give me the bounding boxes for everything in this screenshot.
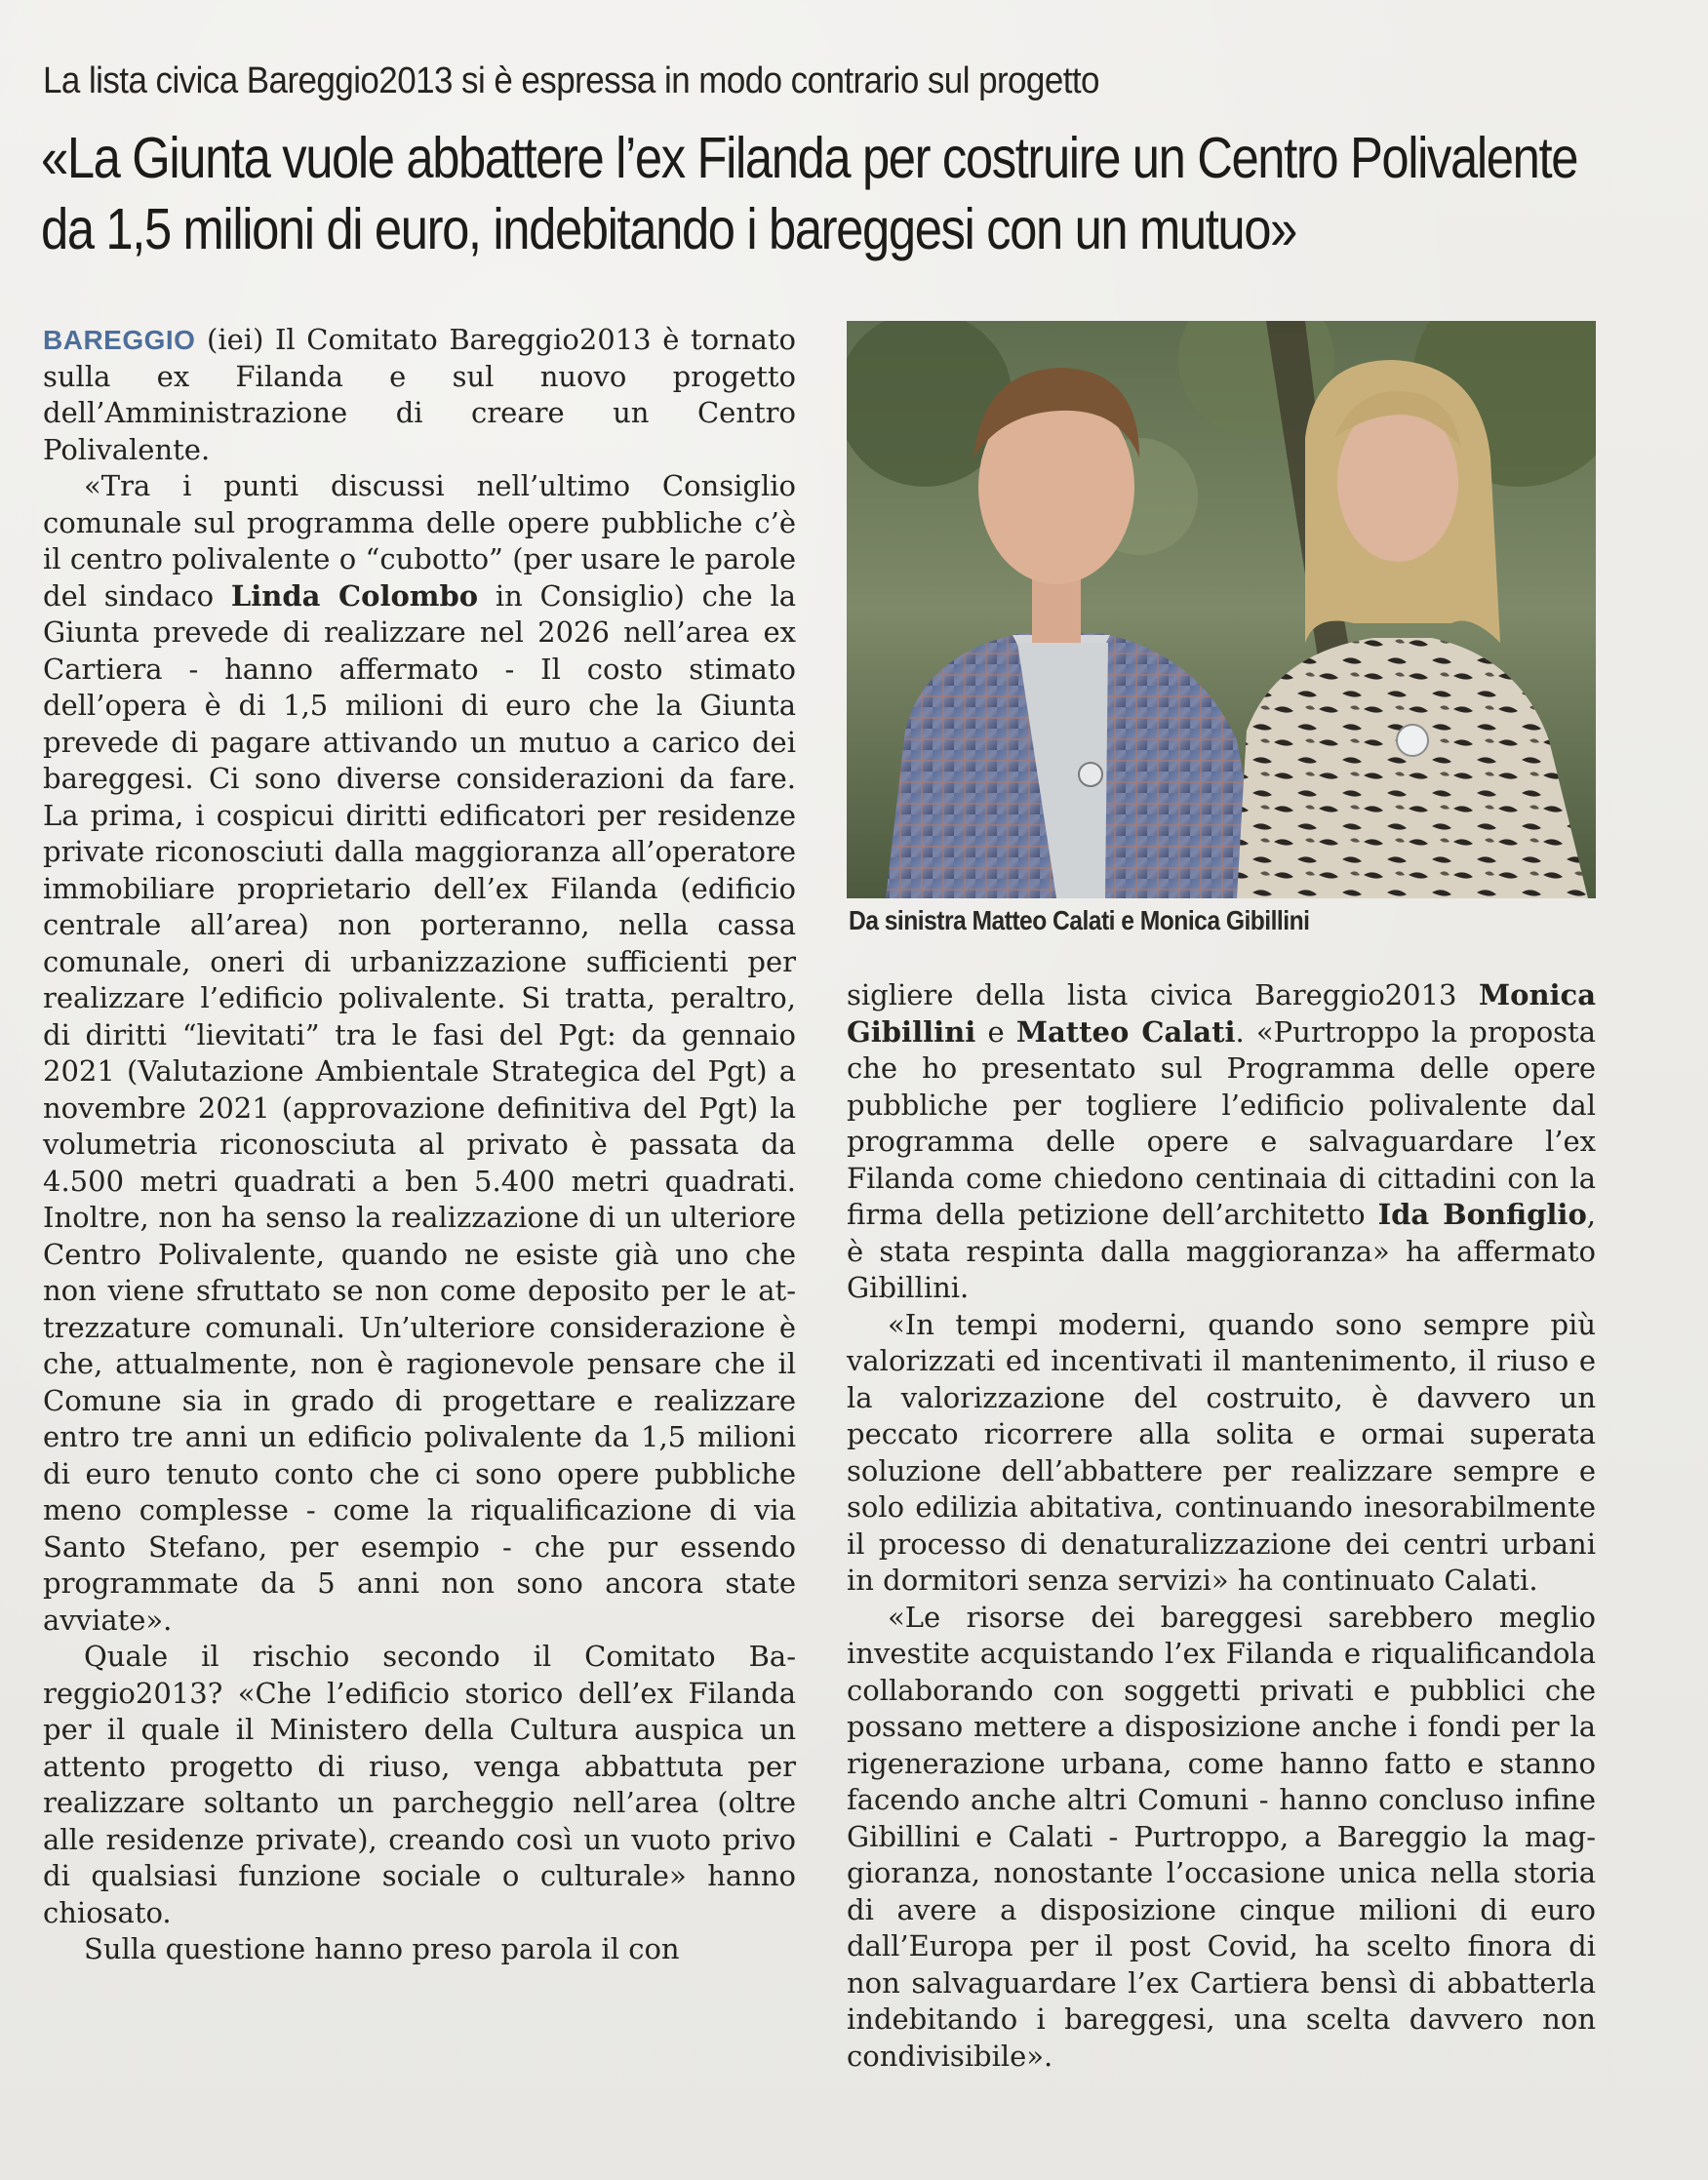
kicker-line: La lista civica Bareggio2013 si è espressa in modo contrario sul progetto: [43, 60, 1099, 101]
person-name: Linda Colombo: [230, 578, 479, 613]
person-name: Monica Gibillini: [847, 978, 1596, 1049]
byline-initials: (iei): [207, 323, 264, 356]
article-column-right: [847, 977, 1596, 2075]
article-paragraph-1: [43, 322, 796, 468]
paragraph-text: «Tra i punti discussi nell’ultimo Consiglio comunale sul programma delle opere pubbliche c’è il centro polivalente o “cubotto” (per usare le parole del sindaco: [43, 469, 796, 613]
place-label: BAREGGIO: [43, 325, 196, 355]
article-photo: [847, 321, 1596, 898]
paragraph-text: , è stata respinta dalla maggioranza» ha affermato Gibillini.: [847, 1198, 1597, 1304]
article-paragraph-3: Quale il rischio secondo il Comitato Bareggio2013? «Che l’edificio storico dell’ex Filanda per il quale il Ministero della Cultura auspica un attento progetto di riuso, venga abbattuta per realizzare soltanto un parcheggio nell’area (oltre alle residenze private), creando così un vuoto privo di qualsiasi funzione sociale o culturale» hanno chiosato.: [43, 1640, 796, 1929]
headline-line-1: «La Giunta vuole abbattere l’ex Filanda per costruire un Centro Polivalente: [41, 126, 1578, 190]
paragraph-text: . «Purtroppo la proposta che ho presentato sul Programma delle opere pubbliche per togliere l’edificio polivalente dal programma delle opere e salvaguardare l’ex Filanda come chiedono centinaia di cittadini con la firma della petizione dell’architetto: [847, 1014, 1597, 1231]
paragraph-text: in Consiglio) che la Giunta prevede di realizzare nel 2026 nell’area ex Cartiera - hanno affermato - Il costo stimato dell’opera è di 1,5 milioni di euro che la Giunta prevede di pagare attivando un mutuo a carico dei bareggesi. Ci sono diverse considerazioni da fare. La prima, i cospicui diritti edificatori per residenze private riconosciuti dalla maggioranza all’operatore immobiliare proprietario dell’ex Filanda (edificio centrale all’area) non porteranno, nella cassa comunale, oneri di urbanizzazione sufficienti per realizzare l’edificio polivalente. Si tratta, peraltro, di diritti “lievitati” tra le fasi del Pgt: da gennaio 2021 (Valutazione Ambientale Strategica del Pgt) a novembre 2021 (approvazione definitiva del Pgt) la volumetria riconosciuta al privato è passata da 4.500 metri quadrati a ben 5.400 metri quadrati. Inoltre, non ha senso la realizzazione di un ulteriore Centro Polivalente, quando ne esiste già uno che non viene sfruttato se non come deposito per le attrezzature comunali. Un’ulteriore considerazione è che, attualmente, non è ragionevole pensare che il Comune sia in grado di progettare e realizzare entro tre anni un edificio polivalente da 1,5 milioni di euro tenuto conto che ci sono opere pubbliche meno complesse - come la riqualificazione di via Santo Stefano, per esempio - che pur essendo programmate da 5 anni non sono ancora state avviate».: [43, 578, 797, 1637]
paragraph-text: sigliere della lista civica Bareggio2013: [847, 978, 1457, 1011]
person-name: Ida Bonfiglio: [1377, 1198, 1587, 1231]
headline: [41, 123, 1578, 265]
paragraph-text: e: [987, 1014, 1005, 1049]
person-name: Matteo Calati: [1015, 1014, 1236, 1049]
headline-line-2: da 1,5 milioni di euro, indebitando i bareggesi con un mutuo»: [41, 197, 1296, 261]
article-paragraph-7: «Le risorse dei bareggesi sarebbero meglio investite acquistando l’ex Filanda e riqualificandola collaborando con soggetti privati e pubblici che possano mettere a disposizione anche i fondi per la rigenerazione urbana, come hanno fatto e stanno facendo anche altri Comuni - hanno concluso infine Gibillini e Calati - Purtroppo, a Bareggio la maggioranza, nonostante l’occasione unica nella storia di avere a disposizione cinque milioni di euro dall’Europa per il post Covid, ha scelto finora di non salvaguardare l’ex Cartiera bensì di abbatterla indebitando i bareggesi, una scelta davvero non condivisibile».: [847, 1600, 1596, 2073]
photo-caption: Da sinistra Matteo Calati e Monica Gibillini: [849, 905, 1310, 935]
article-paragraph-4: Sulla questione hanno preso parola il con: [84, 1932, 680, 1965]
article-column-left: [43, 322, 796, 1968]
paragraph-text: Il Comitato Bareggio2013 è tornato sulla ex Filanda e sul nuovo progetto dell’Amministrazione di creare un Centro Polivalente.: [43, 323, 796, 466]
article-paragraph-2: [43, 468, 796, 1639]
article-paragraph-5: [847, 977, 1596, 1307]
photo-illustration: [847, 321, 1596, 898]
article-paragraph-6: «In tempi moderni, quando sono sempre più valorizzati ed incentivati il mantenimento, il riuso e la valorizzazione del costruito, è davvero un peccato ricorrere alla solita e ormai superata soluzione dell’abbattere per realizzare sempre e solo edilizia abitativa, continuando inesorabilmente il processo di denaturalizzazione dei centri urbani in dormitori senza servizi» ha continuato Calati.: [847, 1307, 1596, 1597]
